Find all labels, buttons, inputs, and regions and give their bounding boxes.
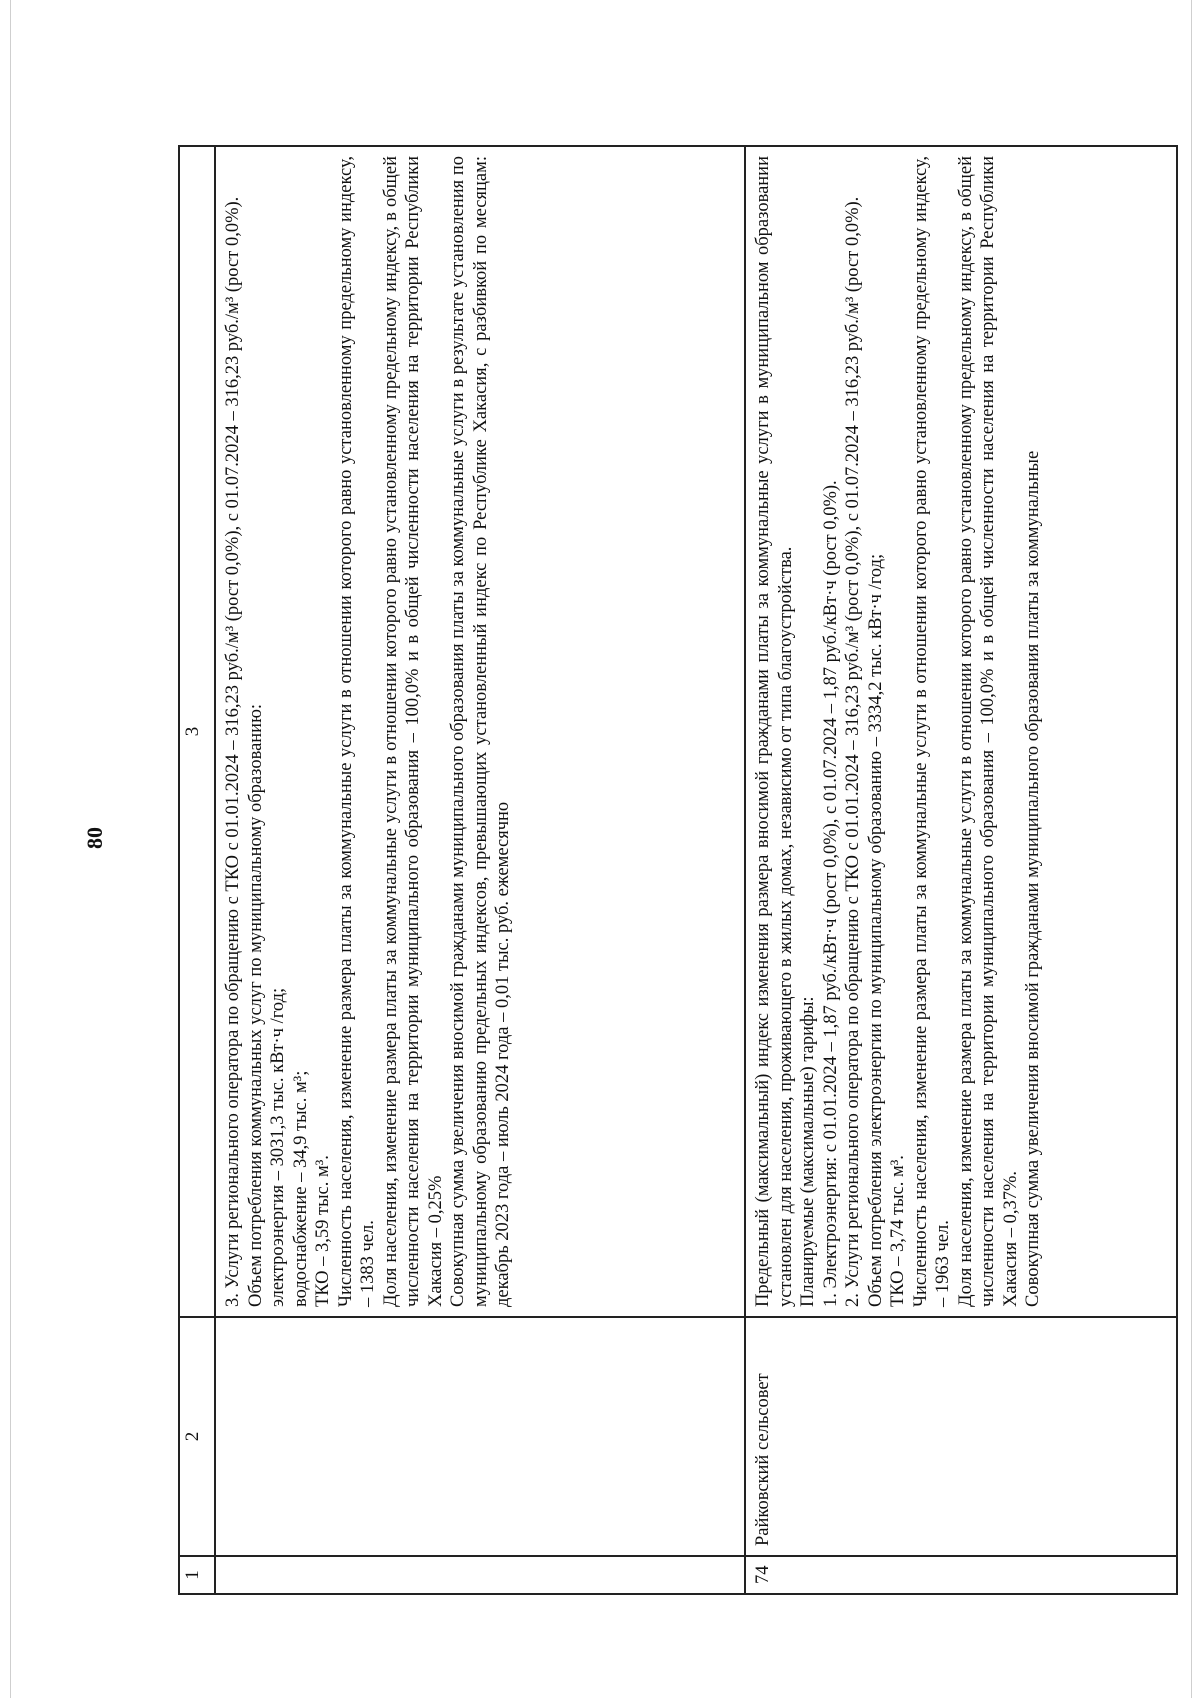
text-line: Совокупная сумма увеличения вносимой гражданами муниципального образования платы за коммунальные услуги в результате установления по муниципальному образованию предельных индексов, превышающих установленный индекс по Республике Хакасия, с разбивкой по месяцам: декабрь 2023 года – июль 2024 года – 0,01 тыс. руб. ежемесячно — [448, 156, 513, 1307]
text-line: Объем потребления электроэнергии по муниципальному образованию – 3334,2 тыс. кВт·ч /год; — [865, 553, 886, 1307]
municipality-name: Райковский сельсовет — [745, 1317, 1177, 1556]
row-number: 74 — [745, 1556, 1177, 1594]
row-description — [215, 146, 745, 1317]
rotated-table-wrapper — [178, 145, 1178, 1595]
text-line: 1. Электроэнергия: с 01.01.2024 – 1,87 руб./кВт·ч (рост 0,0%), с 01.07.2024 – 1,87 руб./кВт·ч (рост 0,0%). — [820, 480, 841, 1307]
table-row — [745, 146, 1177, 1594]
header-col-2: 2 — [179, 1317, 215, 1556]
text-line: ТКО – 3,74 тыс. м³. — [888, 1155, 908, 1307]
text-line: электроэнергия – 3031,3 тыс. кВт·ч /год; — [268, 987, 288, 1307]
text-line: 2. Услуги регионального оператора по обращению с ТКО с 01.01.2024 – 316,23 руб./м³ (рост 0,0%), с 01.07.2024 – 316,23 руб./м³ (рост 0,0%). — [843, 196, 863, 1307]
scan-right-edge — [1191, 0, 1192, 1698]
row-description — [745, 146, 1177, 1317]
header-col-1: 1 — [179, 1556, 215, 1594]
scan-left-edge — [10, 0, 11, 1698]
text-line: Доля населения, изменение размера платы за коммунальные услуги в отношении которого равно установленному предельному индексу, в общей численности населения на территории муниципального образования – 100,0% и в общей численности населения на территории Республики Хакасия – 0,25% — [380, 156, 446, 1307]
row-number — [215, 1556, 745, 1594]
page-number: 80 — [82, 827, 107, 849]
text-line: Численность населения, изменение размера платы за коммунальные услуги в отношении которого равно установленному предельному индексу, – 1963 чел. — [910, 156, 953, 1307]
tariff-table — [178, 145, 1178, 1595]
text-line: Объем потребления коммунальных услуг по муниципальному образованию: — [245, 703, 266, 1307]
table-row — [215, 146, 745, 1594]
text-line: Планируемые (максимальные) тарифы: — [798, 996, 818, 1307]
text-line: 3. Услуги регионального оператора по обращению с ТКО с 01.01.2024 – 316,23 руб./м³ (рост 0,0%), с 01.07.2024 – 316,23 руб./м³ (рост 0,0%). — [223, 196, 243, 1307]
text-line: Совокупная сумма увеличения вносимой гражданами муниципального образования платы за коммунальные — [1023, 450, 1043, 1307]
text-line: Численность населения, изменение размера платы за коммунальные услуги в отношении которого равно установленному предельному индексу, – 1383 чел. — [335, 156, 378, 1307]
text-line: водоснабжение – 34,9 тыс. м³; — [290, 1070, 311, 1307]
municipality-name — [215, 1317, 745, 1556]
header-col-3: 3 — [179, 146, 215, 1317]
text-line: Предельный (максимальный) индекс изменения размера вносимой гражданами платы за коммунальные услуги в муниципальном образовании установлен для населения, проживающего в жилых домах, независимо от типа благоустройства. — [753, 156, 796, 1307]
text-line: ТКО – 3,59 тыс. м³. — [313, 1155, 333, 1307]
text-line: Доля населения, изменение размера платы за коммунальные услуги в отношении которого равно установленному предельному индексу, в общей численности населения на территории муниципального образования – 100,0% и в общей численности населения на территории Республики Хакасия – 0,37%. — [955, 156, 1021, 1307]
table-header-row — [179, 146, 215, 1594]
